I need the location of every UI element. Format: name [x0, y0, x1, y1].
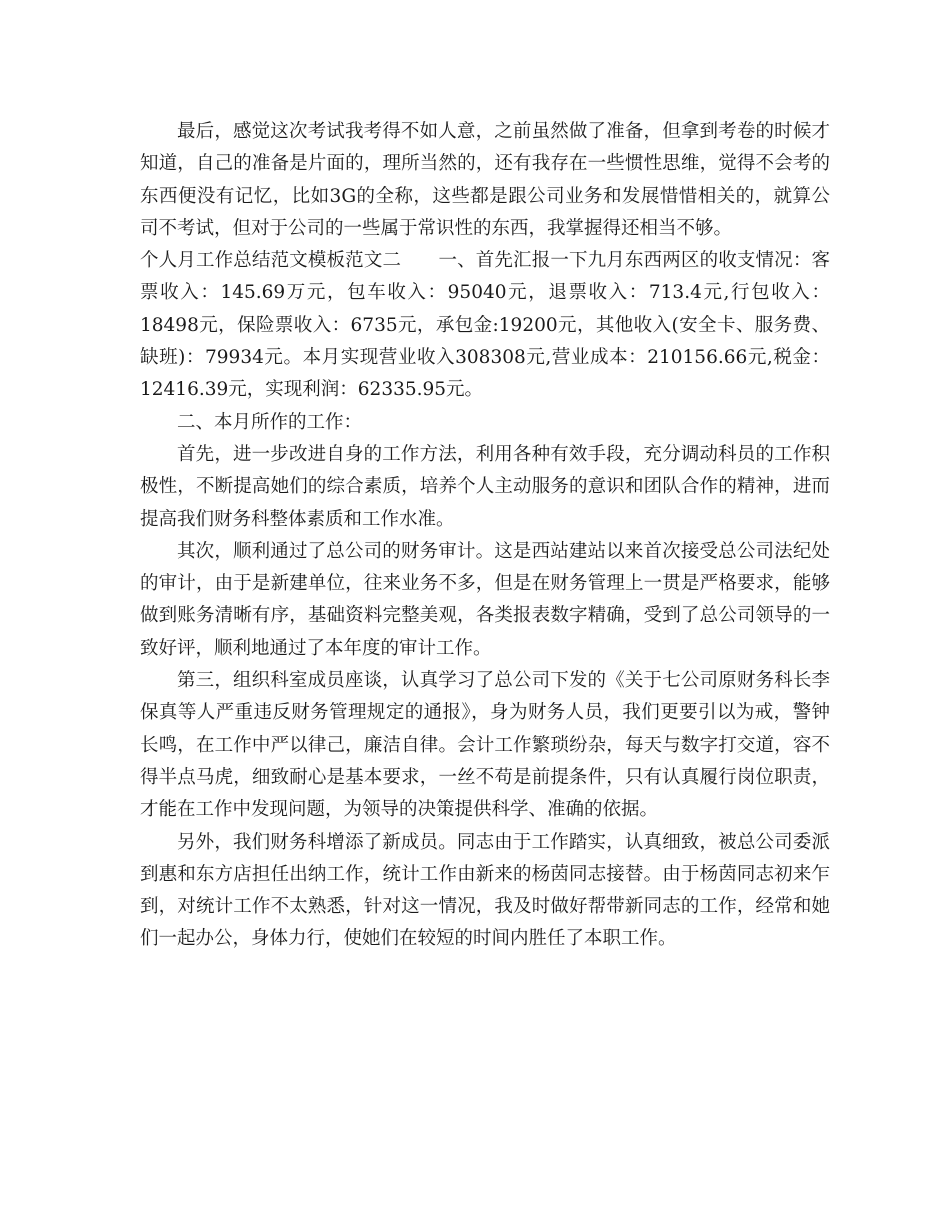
paragraph-revenue-summary: 个人月工作总结范文模板范文二 一、首先汇报一下九月东西两区的收支情况：客票收入：145.69万元，包车收入：95040元，退票收入：713.4元,行包收入：18498元，保险票收入：6735元，承包金:19200元，其他收入(安全卡、服务费、缺班)：79934元。本月实现营业收入308308元,营业成本：210156.66元,税金：12416.39元，实现利润：62335.95元。: [140, 250, 830, 401]
paragraph-exam-reflection: 最后，感觉这次考试我考得不如人意，之前虽然做了准备，但拿到考卷的时候才知道，自己的准备是片面的，理所当然的，还有我存在一些惯性思维，觉得不会考的东西便没有记忆，比如3G的全称，这些都是跟公司业务和发展惜惜相关的，就算公司不考试，但对于公司的一些属于常识性的东西，我掌握得还相当不够。: [140, 121, 830, 239]
paragraph-study-session: 第三，组织科室成员座谈，认真学习了总公司下发的《关于七公司原财务科长李保真等人严重违反财务管理规定的通报》，身为财务人员，我们更要引以为戒，警钟长鸣，在工作中严以律己，廉洁自律。会计工作繁琐纷杂，每天与数字打交道，容不得半点马虎，细致耐心是基本要求，一丝不苟是前提条件，只有认真履行岗位职责，才能在工作中发现问题，为领导的决策提供科学、准确的依据。: [140, 670, 830, 821]
paragraph-work-method: 首先，进一步改进自身的工作方法，利用各种有效手段，充分调动科员的工作积极性，不断提高她们的综合素质，培养个人主动服务的意识和团队合作的精神，进而提高我们财务科整体素质和工作水准。: [140, 443, 830, 530]
paragraph-new-member: 另外，我们财务科增添了新成员。同志由于工作踏实，认真细致，被总公司委派到惠和东方店担任出纳工作，统计工作由新来的杨茵同志接替。由于杨茵同志初来乍到，对统计工作不太熟悉，针对这一情况，我及时做好帮带新同志的工作，经常和她们一起办公，身体力行，使她们在较短的时间内胜任了本职工作。: [140, 831, 830, 950]
section-heading-work: 二、本月所作的工作：: [177, 411, 363, 433]
document-body: [140, 116, 830, 956]
paragraph-audit: 其次，顺利通过了总公司的财务审计。这是西站建站以来首次接受总公司法纪处的审计，由于是新建单位，往来业务不多，但是在财务管理上一贯是严格要求，能够做到账务清晰有序，基础资料完整美观，各类报表数字精确，受到了总公司领导的一致好评，顺利地通过了本年度的审计工作。: [140, 540, 830, 659]
